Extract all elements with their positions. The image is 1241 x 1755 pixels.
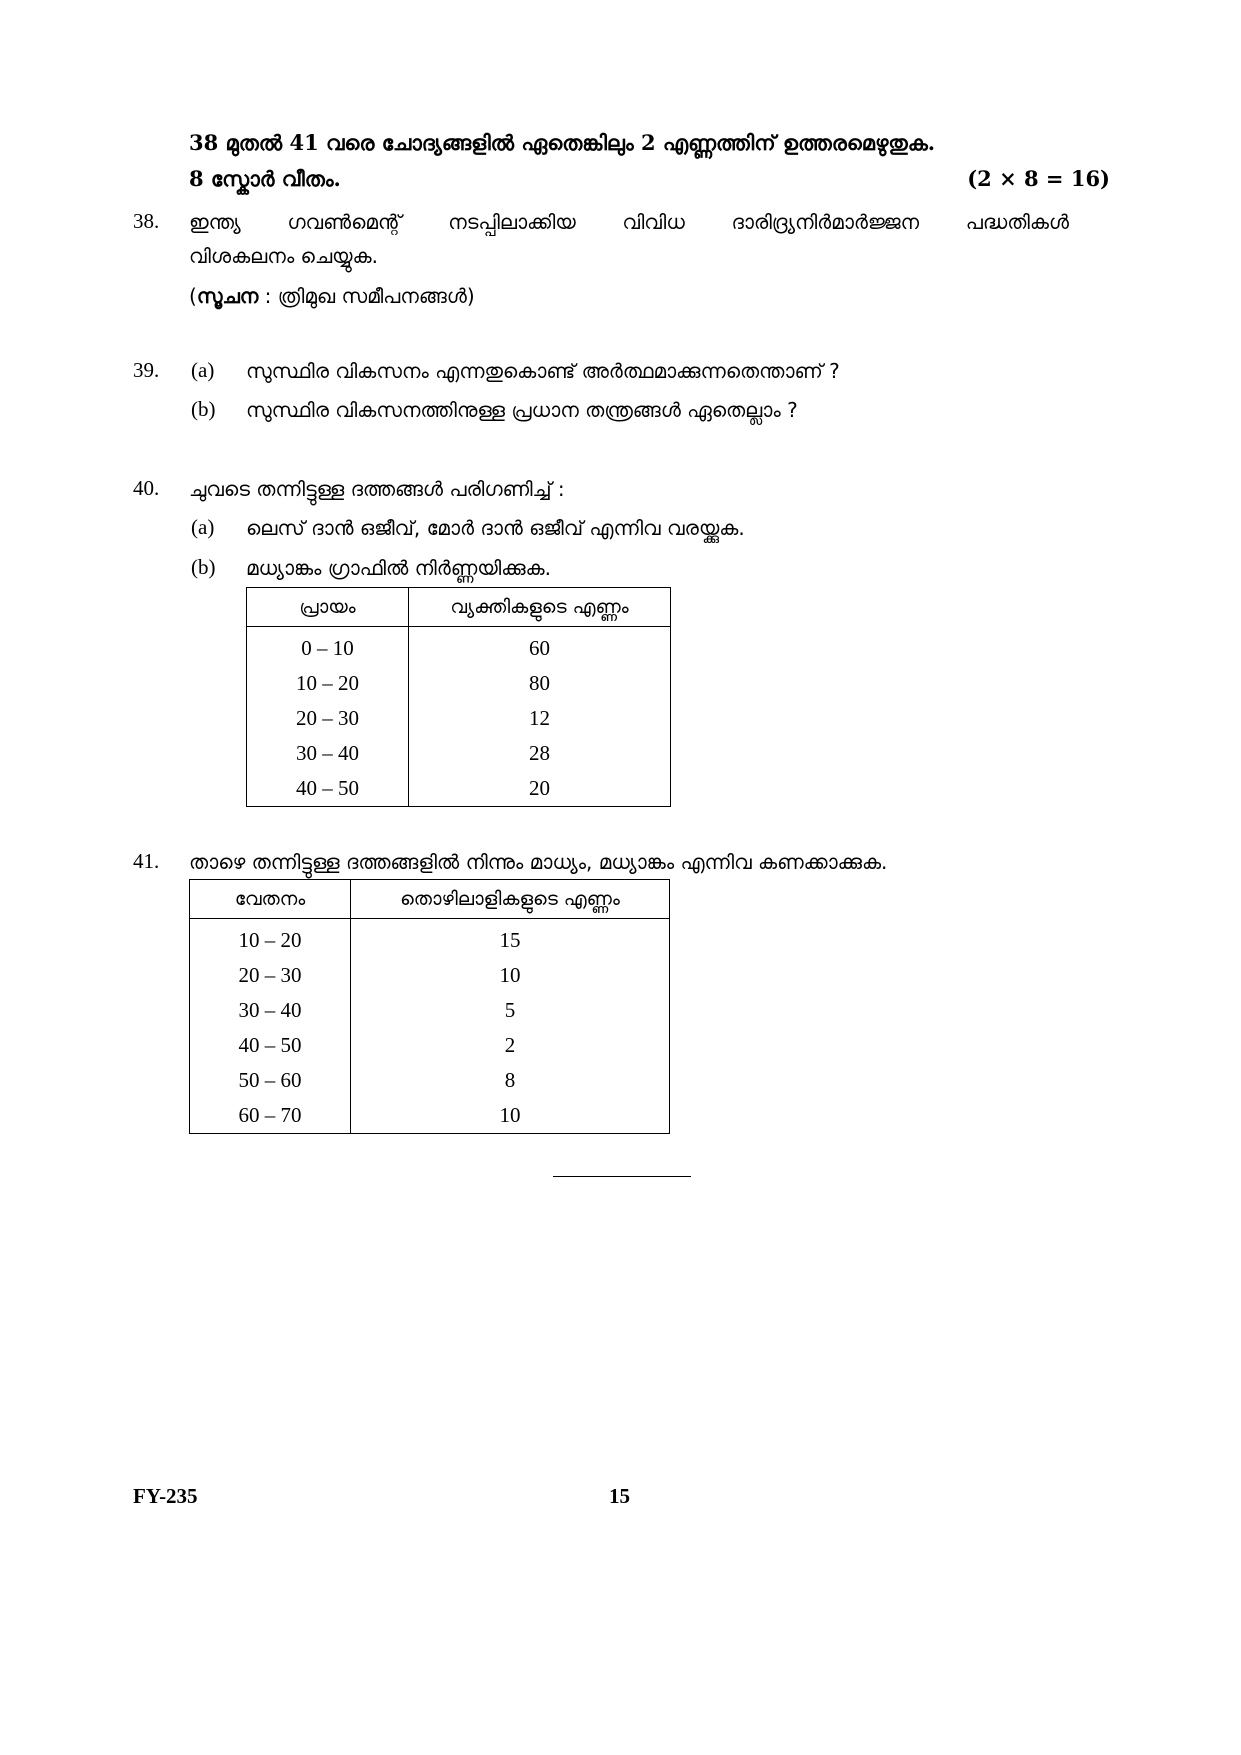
age-distribution-table [246, 587, 671, 807]
table-header-row [190, 880, 670, 919]
table-cell: 10 [351, 958, 670, 993]
table-header-row [247, 588, 671, 627]
table-row [190, 919, 670, 959]
question-38-text-line-2: വിശകലനം ചെയ്യുക. [189, 244, 378, 268]
instruction-line-2 [189, 166, 1110, 192]
table-cell: 28 [409, 736, 671, 771]
question-39-number: 39. [133, 358, 160, 382]
table-cell: 20 [409, 771, 671, 807]
question-38-number: 38. [133, 209, 160, 233]
table-row [190, 1098, 670, 1134]
table-cell: 40 – 50 [247, 771, 409, 807]
instruction-text: 38 മുതൽ 41 വരെ ചോദ്യങ്ങളിൽ ഏതെങ്കിലും 2 എണ്ണത്തിന് ഉത്തരമെഴുതുക. [189, 130, 936, 155]
table-cell: 0 – 10 [247, 627, 409, 667]
table-cell: 50 – 60 [190, 1063, 351, 1098]
hint-open-paren: ( [189, 284, 197, 308]
wage-distribution-table [189, 879, 670, 1134]
end-of-section-divider [553, 1176, 691, 1177]
table-row [247, 771, 671, 807]
table-cell: 10 [351, 1098, 670, 1134]
instruction-line-1 [189, 130, 1110, 156]
question-39-b-text: സുസ്ഥിര വികസനത്തിനുള്ള പ്രധാന തന്ത്രങ്ങൾ ഏതെല്ലാം ? [246, 398, 798, 422]
column-header-wage: വേതനം [190, 880, 351, 919]
table-row [247, 627, 671, 667]
question-41-text: താഴെ തന്നിട്ടുള്ള ദത്തങ്ങളിൽ നിന്നും മാധ്യം, മധ്യാങ്കം എന്നിവ കണക്കാക്കുക. [189, 850, 888, 874]
question-38-text-line-1: ഇന്ത്യ ഗവൺമെന്റ് നടപ്പിലാക്കിയ വിവിധ ദാരിദ്ര്യനിർമാർജ്ജന പദ്ധതികൾ [189, 210, 1069, 234]
question-40-number: 40. [133, 476, 160, 500]
question-40-b-label: (b) [191, 555, 216, 579]
table-cell: 10 – 20 [190, 919, 351, 959]
question-39-a-label: (a) [191, 358, 215, 382]
page-number: 15 [609, 1484, 630, 1508]
table-cell: 30 – 40 [247, 736, 409, 771]
table-row [190, 1063, 670, 1098]
table-cell: 15 [351, 919, 670, 959]
question-40-text: ചുവടെ തന്നിട്ടുള്ള ദത്തങ്ങൾ പരിഗണിച്ച് : [189, 477, 565, 501]
table-cell: 20 – 30 [247, 701, 409, 736]
table-row [190, 1028, 670, 1063]
question-39-b-label: (b) [191, 397, 216, 421]
question-40-a-text: ലെസ് ദാൻ ഒജീവ്, മോർ ദാൻ ഒജീവ് എന്നിവ വരയ്ക്കുക. [246, 516, 745, 540]
hint-text: : ത്രിമുഖ സമീപനങ്ങൾ) [258, 284, 475, 308]
table-cell: 8 [351, 1063, 670, 1098]
table-cell: 5 [351, 993, 670, 1028]
table-cell: 60 [409, 627, 671, 667]
question-38-hint [189, 284, 475, 308]
paper-code: FY-235 [133, 1484, 198, 1508]
column-header-persons: വ്യക്തികളുടെ എണ്ണം [409, 588, 671, 627]
table-row [190, 958, 670, 993]
column-header-workers: തൊഴിലാളികളുടെ എണ്ണം [351, 880, 670, 919]
table-cell: 40 – 50 [190, 1028, 351, 1063]
table-row [190, 993, 670, 1028]
table-row [247, 736, 671, 771]
table-cell: 2 [351, 1028, 670, 1063]
question-39-a-text: സുസ്ഥിര വികസനം എന്നതുകൊണ്ട് അർത്ഥമാക്കുന്നതെന്താണ് ? [246, 359, 840, 383]
table-cell: 12 [409, 701, 671, 736]
table-cell: 20 – 30 [190, 958, 351, 993]
score-each-text: 8 സ്കോർ വീതം. [189, 166, 341, 191]
marks-formula: (2 × 8 = 16) [967, 166, 1110, 191]
table-cell: 30 – 40 [190, 993, 351, 1028]
question-40-b-text: മധ്യാങ്കം ഗ്രാഫിൽ നിർണ്ണയിക്കുക. [246, 556, 551, 580]
table-cell: 10 – 20 [247, 666, 409, 701]
hint-label: സൂചന [196, 284, 259, 308]
table-row [247, 701, 671, 736]
table-cell: 80 [409, 666, 671, 701]
table-cell: 60 – 70 [190, 1098, 351, 1134]
table-row [247, 666, 671, 701]
question-40-a-label: (a) [191, 515, 215, 539]
question-41-number: 41. [133, 849, 160, 873]
column-header-age: പ്രായം [247, 588, 409, 627]
